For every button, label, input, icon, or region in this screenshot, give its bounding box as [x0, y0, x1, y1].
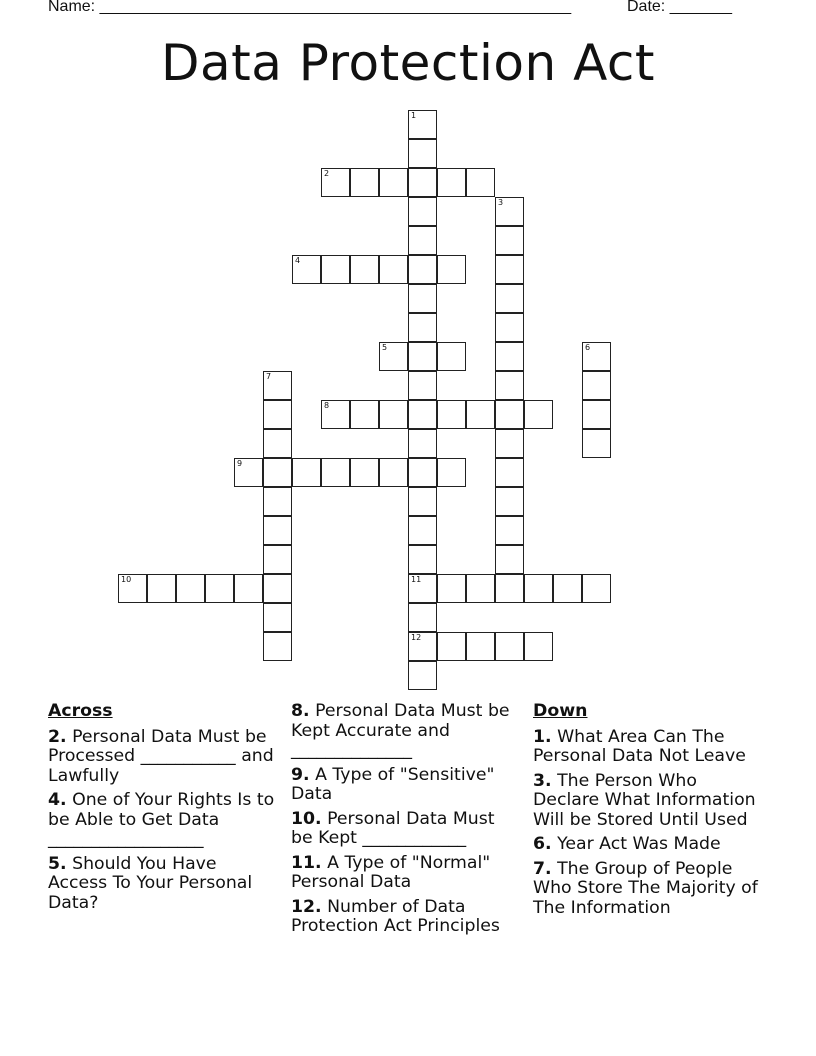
grid-cell[interactable] — [263, 603, 292, 632]
cell-number: 3 — [498, 198, 504, 207]
grid-cell[interactable] — [582, 342, 611, 371]
grid-cell[interactable] — [263, 429, 292, 458]
grid-cell[interactable] — [176, 574, 205, 603]
grid-cell[interactable] — [466, 574, 495, 603]
grid-cell[interactable] — [350, 458, 379, 487]
down-heading: Down — [533, 701, 588, 721]
grid-cell[interactable] — [350, 168, 379, 197]
grid-cell[interactable] — [408, 139, 437, 168]
grid-cell[interactable] — [263, 632, 292, 661]
grid-cell[interactable] — [379, 168, 408, 197]
clue-across-4: 4. One of Your Rights Is to be Able to Get Data __________________ — [48, 790, 275, 849]
grid-cell[interactable] — [495, 313, 524, 342]
grid-cell[interactable] — [495, 545, 524, 574]
grid-cell[interactable] — [495, 255, 524, 284]
grid-cell[interactable] — [495, 458, 524, 487]
grid-cell[interactable] — [408, 313, 437, 342]
cell-number: 4 — [295, 256, 301, 265]
clue-down-1: 1. What Area Can The Personal Data Not Leave — [533, 726, 746, 766]
grid-cell[interactable] — [495, 400, 524, 429]
grid-cell[interactable] — [408, 487, 437, 516]
grid-cell[interactable] — [408, 197, 437, 226]
grid-cell[interactable] — [379, 342, 408, 371]
grid-cell[interactable] — [408, 661, 437, 690]
grid-cell[interactable] — [408, 226, 437, 255]
clue-across-11: 11. A Type of "Normal" Personal Data — [291, 852, 491, 892]
grid-cell[interactable] — [466, 632, 495, 661]
grid-cell[interactable] — [495, 197, 524, 226]
grid-cell[interactable] — [263, 400, 292, 429]
grid-cell[interactable] — [408, 400, 437, 429]
header — [48, 0, 768, 20]
grid-cell[interactable] — [408, 255, 437, 284]
cell-number: 11 — [411, 575, 422, 584]
clue-across-2: 2. Personal Data Must be Processed ___________ and Lawfully — [48, 726, 274, 786]
grid-cell[interactable] — [234, 574, 263, 603]
cell-number: 7 — [266, 372, 272, 381]
grid-cell[interactable] — [553, 574, 582, 603]
grid-cell[interactable] — [321, 400, 350, 429]
grid-cell[interactable] — [350, 400, 379, 429]
grid-cell[interactable] — [408, 429, 437, 458]
grid-cell[interactable] — [495, 226, 524, 255]
grid-cell[interactable] — [495, 516, 524, 545]
grid-cell[interactable] — [582, 400, 611, 429]
grid-cell[interactable] — [466, 168, 495, 197]
grid-cell[interactable] — [582, 371, 611, 400]
clue-down-3: 3. The Person Who Declare What Information Will be Stored Until Used — [533, 770, 756, 830]
grid-cell[interactable] — [524, 632, 553, 661]
grid-cell[interactable] — [408, 371, 437, 400]
cell-number: 9 — [237, 459, 243, 468]
date-field-label: Date: _______ — [627, 0, 732, 15]
grid-cell[interactable] — [321, 458, 350, 487]
clue-across-5: 5. Should You Have Access To Your Personal Data? — [48, 853, 253, 913]
clue-across-12: 12. Number of Data Protection Act Principles — [291, 896, 500, 936]
name-field-label: Name: _____________________________________________________ — [48, 0, 572, 15]
grid-cell[interactable] — [437, 632, 466, 661]
across-clues-column-continued — [291, 702, 521, 942]
grid-cell[interactable] — [408, 342, 437, 371]
grid-cell[interactable] — [408, 168, 437, 197]
grid-cell[interactable] — [292, 458, 321, 487]
grid-cell[interactable] — [263, 574, 292, 603]
grid-cell[interactable] — [437, 458, 466, 487]
grid-cell[interactable] — [263, 458, 292, 487]
down-clues-column — [533, 702, 768, 923]
clue-across-10: 10. Personal Data Must be Kept ____________ — [291, 808, 495, 848]
grid-cell[interactable] — [379, 400, 408, 429]
cell-number: 12 — [411, 633, 422, 642]
grid-cell[interactable] — [263, 545, 292, 574]
grid-cell[interactable] — [350, 255, 379, 284]
grid-cell[interactable] — [205, 574, 234, 603]
grid-cell[interactable] — [379, 255, 408, 284]
clue-across-8: 8. Personal Data Must be Kept Accurate and ______________ — [291, 701, 510, 760]
grid-cell[interactable] — [321, 255, 350, 284]
grid-cell[interactable] — [437, 342, 466, 371]
cell-number: 1 — [411, 111, 417, 120]
grid-cell[interactable] — [292, 255, 321, 284]
across-clues-column — [48, 702, 280, 918]
grid-cell[interactable] — [408, 458, 437, 487]
clue-down-6: 6. Year Act Was Made — [533, 834, 721, 854]
cell-number: 5 — [382, 343, 388, 352]
grid-cell[interactable] — [524, 400, 553, 429]
across-heading: Across — [48, 701, 113, 721]
grid-cell[interactable] — [495, 342, 524, 371]
grid-cell[interactable] — [582, 429, 611, 458]
grid-cell[interactable] — [524, 574, 553, 603]
cell-number: 10 — [121, 575, 132, 584]
grid-cell[interactable] — [582, 574, 611, 603]
grid-cell[interactable] — [118, 574, 147, 603]
cell-number: 6 — [585, 343, 591, 352]
grid-cell[interactable] — [437, 400, 466, 429]
grid-cell[interactable] — [321, 168, 350, 197]
cell-number: 2 — [324, 169, 330, 178]
grid-cell[interactable] — [495, 429, 524, 458]
grid-cell[interactable] — [495, 632, 524, 661]
page-title: Data Protection Act — [160, 34, 656, 92]
clue-down-7: 7. The Group of People Who Store The Majority of The Information — [533, 858, 758, 918]
grid-cell[interactable] — [263, 371, 292, 400]
grid-cell[interactable] — [495, 574, 524, 603]
cell-number: 8 — [324, 401, 330, 410]
grid-cell[interactable] — [408, 110, 437, 139]
grid-cell[interactable] — [408, 284, 437, 313]
grid-cell[interactable] — [234, 458, 263, 487]
grid-cell[interactable] — [408, 516, 437, 545]
clue-across-9: 9. A Type of "Sensitive" Data — [291, 764, 495, 804]
grid-cell[interactable] — [495, 371, 524, 400]
grid-cell[interactable] — [437, 168, 466, 197]
grid-cell[interactable] — [408, 574, 437, 603]
grid-cell[interactable] — [466, 400, 495, 429]
grid-cell[interactable] — [147, 574, 176, 603]
grid-cell[interactable] — [495, 284, 524, 313]
grid-cell[interactable] — [408, 545, 437, 574]
grid-cell[interactable] — [408, 632, 437, 661]
grid-cell[interactable] — [495, 487, 524, 516]
grid-cell[interactable] — [408, 603, 437, 632]
grid-cell[interactable] — [263, 516, 292, 545]
grid-cell[interactable] — [437, 255, 466, 284]
grid-cell[interactable] — [437, 574, 466, 603]
grid-cell[interactable] — [379, 458, 408, 487]
grid-cell[interactable] — [263, 487, 292, 516]
